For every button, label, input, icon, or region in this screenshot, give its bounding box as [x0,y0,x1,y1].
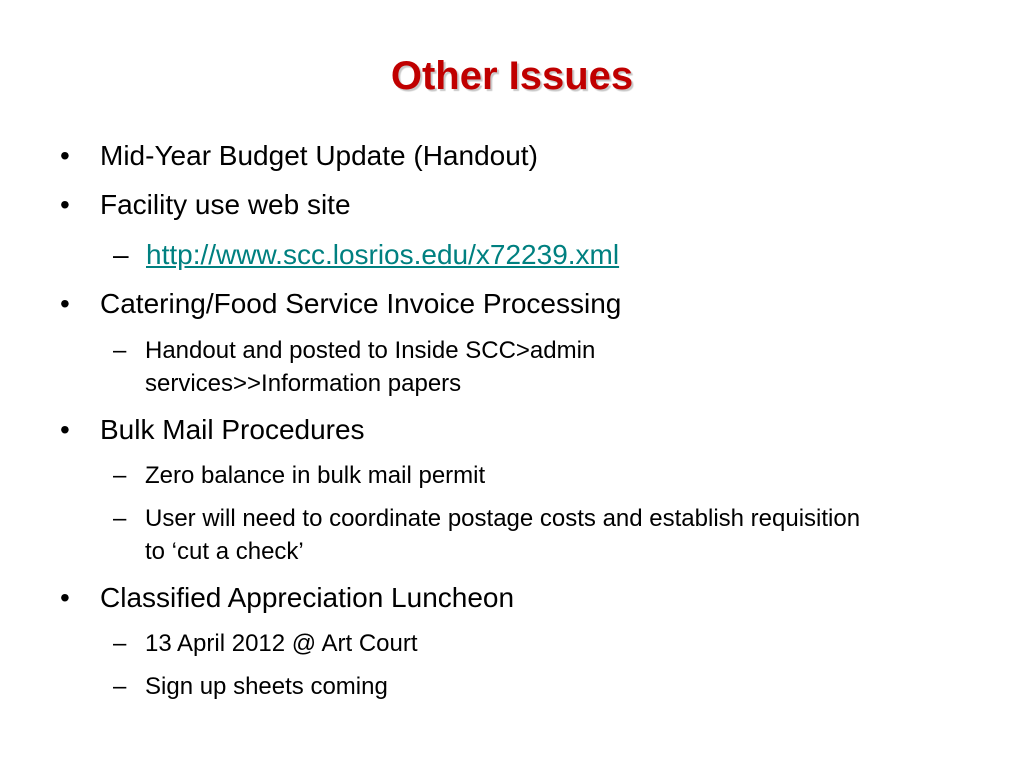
bullet-glyph: • [60,189,70,220]
dash-glyph: – [113,337,127,364]
dash-glyph: – [113,673,127,700]
sub-item-text: User will need to coordinate postage costs and establish requisition to ‘cut a check’ [145,505,861,565]
sub-item [113,334,705,400]
bullet-item [60,189,351,221]
sub-item-text: Sign up sheets coming [145,673,388,700]
sub-item [113,627,865,660]
bullet-item [60,414,365,446]
dash-glyph: – [113,462,127,489]
dash-glyph: – [113,239,129,270]
bullet-text: Bulk Mail Procedures [100,414,365,445]
bullet-text: Classified Appreciation Luncheon [100,582,515,613]
bullet-text: Facility use web site [100,189,351,220]
bullet-text: Mid-Year Budget Update (Handout) [100,140,538,171]
sub-item-text: Zero balance in bulk mail permit [145,462,486,489]
dash-glyph: – [113,505,127,532]
bullet-glyph: • [60,140,70,171]
bullet-glyph: • [60,414,70,445]
bullet-item [60,288,621,320]
sub-item [113,459,865,492]
bullet-item [60,582,514,614]
bullet-glyph: • [60,288,70,319]
dash-glyph: – [113,630,127,657]
facility-website-link[interactable]: http://www.scc.losrios.edu/x72239.xml [146,239,620,270]
slide-title: Other Issues [390,54,634,98]
sub-item [113,670,865,703]
bullet-item [60,140,538,172]
sub-item-text: 13 April 2012 @ Art Court [145,630,418,657]
sub-item [113,502,865,568]
bullet-glyph: • [60,582,70,613]
bullet-text: Catering/Food Service Invoice Processing [100,288,622,319]
sub-item [113,239,619,271]
sub-item-text: Handout and posted to Inside SCC>admin services>>Information papers [145,337,596,397]
